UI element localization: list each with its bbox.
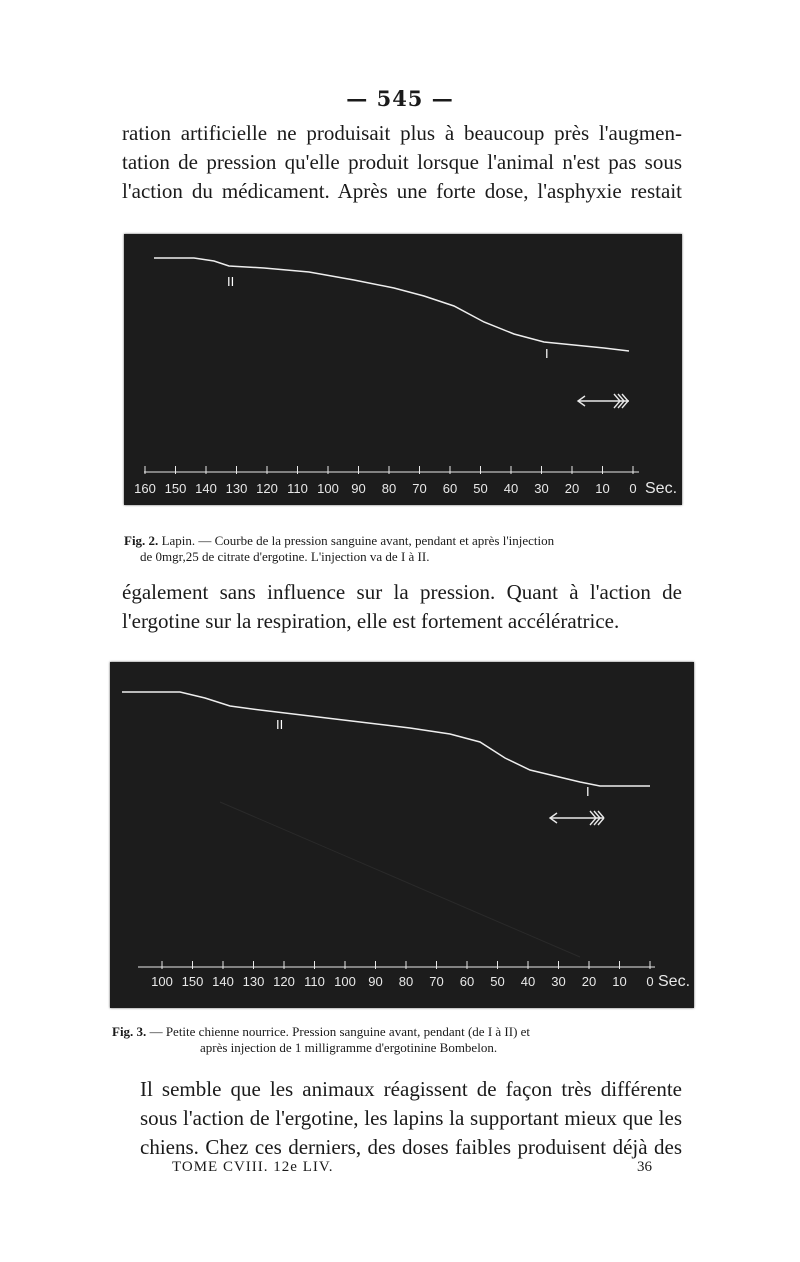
figure-label: Fig. 2. <box>124 533 159 548</box>
marker-before: II <box>276 717 284 732</box>
axis-tick-label: 130 <box>225 481 248 496</box>
text-line: sous l'action de l'ergotine, les lapins la supportant mieux que les <box>140 1106 682 1130</box>
axis-tick-label: 100 <box>317 481 339 496</box>
axis-tick-label: 0 <box>646 974 654 989</box>
text-line: chiens. Chez ces derniers, des doses faibles produisent déjà des <box>140 1135 682 1159</box>
text-line: l'action du médicament. Après une forte dose, l'asphyxie restait <box>122 179 682 203</box>
figure-2-caption <box>124 533 684 565</box>
pressure-curve <box>122 692 650 786</box>
axis-tick-label: 80 <box>398 974 414 989</box>
axis-tick-label: 90 <box>368 974 383 989</box>
caption-line: Lapin. — Courbe de la pression sanguine avant, pendant et après l'injection <box>161 533 555 548</box>
caption-line: après injection de 1 milligramme d'ergotinine Bombelon. <box>200 1040 498 1055</box>
caption-line: de 0mgr,25 de citrate d'ergotine. L'injection va de I à II. <box>140 549 430 564</box>
time-arrow <box>578 394 629 408</box>
axis-unit-label: Sec. <box>658 973 691 990</box>
text-line: ration artificielle ne produisait plus à beaucoup près l'augmen- <box>122 121 682 145</box>
axis-tick-label: 140 <box>212 974 234 989</box>
marker-after: I <box>586 784 590 799</box>
axis-tick-label: 30 <box>551 974 566 989</box>
paragraph-1 <box>122 119 682 206</box>
axis-tick-label: 120 <box>273 974 295 989</box>
figure-2-kymograph <box>124 234 682 505</box>
page-number: — 545 — <box>346 86 454 111</box>
marker-before: II <box>227 274 235 289</box>
axis-tick-label: 100 <box>151 974 173 989</box>
paragraph-3 <box>122 1075 682 1162</box>
text-line: tation de pression qu'elle produit lorsque l'animal n'est pas sous <box>122 150 682 174</box>
axis-tick-label: 140 <box>195 481 217 496</box>
axis-tick-label: 70 <box>429 974 444 989</box>
axis-tick-label: 20 <box>564 481 580 496</box>
figure-2-svg <box>124 234 682 505</box>
axis-tick-label: 90 <box>351 481 366 496</box>
text-line: l'ergotine sur la respiration, elle est fortement accélératrice. <box>122 609 620 633</box>
axis-tick-label: 30 <box>534 481 549 496</box>
axis-unit-label: Sec. <box>645 480 678 497</box>
axis-tick-label: 40 <box>520 974 536 989</box>
text-line: Il semble que les animaux réagissent de façon très différente <box>140 1077 682 1101</box>
figure-3-caption <box>112 1024 686 1056</box>
paragraph-2 <box>122 578 682 636</box>
figure-3-svg <box>110 662 694 1008</box>
axis-tick-label: 110 <box>287 481 308 496</box>
text-line: également sans influence sur la pression. Quant à l'action de <box>122 580 682 604</box>
signature-number: 36 <box>637 1159 652 1175</box>
axis-tick-label: 60 <box>459 974 475 989</box>
caption-line: — Petite chienne nourrice. Pression sanguine avant, pendant (de I à II) et <box>149 1024 531 1039</box>
axis-tick-label: 130 <box>242 974 265 989</box>
background-streak <box>220 802 580 957</box>
pressure-curve <box>154 258 629 351</box>
axis-tick-label: 20 <box>581 974 597 989</box>
axis-tick-label: 50 <box>473 481 488 496</box>
axis-tick-label: 40 <box>503 481 519 496</box>
axis-tick-label: 0 <box>629 481 637 496</box>
axis-tick-label: 120 <box>256 481 278 496</box>
axis-tick-label: 50 <box>490 974 505 989</box>
axis-tick-label: 100 <box>334 974 356 989</box>
time-axis-ticks <box>134 466 636 496</box>
figure-label: Fig. 3. <box>112 1024 147 1039</box>
axis-tick-label: 10 <box>612 974 627 989</box>
axis-tick-label: 110 <box>304 974 325 989</box>
axis-tick-label: 150 <box>181 974 204 989</box>
time-axis-ticks <box>151 961 653 989</box>
axis-tick-label: 70 <box>412 481 427 496</box>
axis-tick-label: 80 <box>381 481 397 496</box>
figure-3-kymograph <box>110 662 694 1008</box>
axis-tick-label: 160 <box>134 481 156 496</box>
volume-info: TOME CVIII. 12e LIV. <box>172 1159 334 1175</box>
marker-after: I <box>545 346 549 361</box>
time-arrow <box>550 811 604 825</box>
axis-tick-label: 10 <box>595 481 610 496</box>
axis-tick-label: 150 <box>164 481 187 496</box>
axis-tick-label: 60 <box>442 481 458 496</box>
